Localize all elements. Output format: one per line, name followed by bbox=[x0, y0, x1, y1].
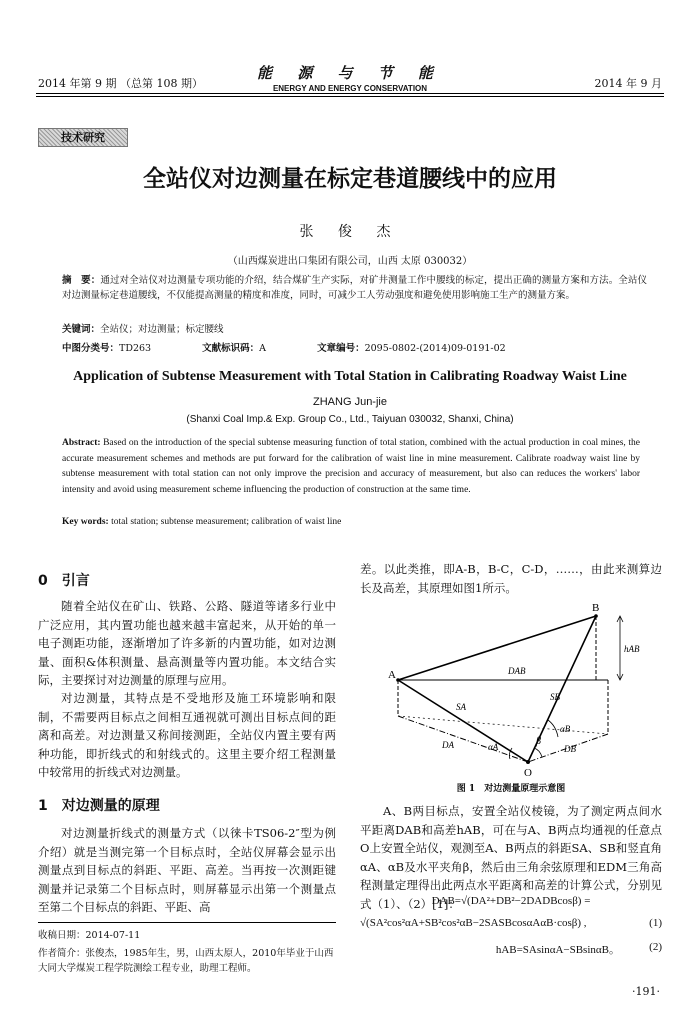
affiliation-cn: （山西煤炭进出口集团有限公司，山西 太原 030032） bbox=[227, 256, 473, 267]
line-s-a bbox=[398, 680, 528, 762]
keywords-cn-text: 全站仪；对边测量；标定腰线 bbox=[100, 324, 224, 335]
equation-1b: √(SA²cos²αA+SB²cos²αB−2SASBcosαAαB·cosβ) , bbox=[360, 917, 587, 929]
clc-value: TD263 bbox=[119, 343, 152, 354]
author-bio: 作者简介：张俊杰，1985年生，男，山西太原人，2010年毕业于山西大同大学煤炭工程学院测绘工程专业，助理工程师。 bbox=[38, 948, 334, 974]
alpha-b-arc bbox=[548, 720, 558, 737]
paper-title-en: Application of Subtense Measurement with Total Station in Calibrating Roadway Waist Line bbox=[73, 369, 627, 384]
section-0-paragraph-2: 对边测量，其特点是不受地形及施工环境影响和限制，不需要两目标点之间相互通视就可测出目标点间的距离和高差。对边测量又称间接测距，全站仪内置主要有两种功能，即折线式的和射线式的。这里主要介绍工程测量中较常用的折线式对边测量。 bbox=[38, 691, 336, 780]
issue-info: 2014 年第 9 期 （总第 108 期） bbox=[38, 77, 203, 90]
label-d-ab: DAB bbox=[508, 666, 526, 676]
point-o bbox=[526, 760, 530, 764]
label-s-b: SB bbox=[550, 692, 560, 702]
footnote-rule bbox=[38, 922, 336, 923]
equation-2: hAB=SAsinαA−SBsinαB。 bbox=[495, 944, 620, 956]
affiliation-en: (Shanxi Coal Imp.& Exp. Group Co., Ltd., Taiyuan 030032, Shanxi, China) bbox=[186, 414, 514, 425]
author-en: ZHANG Jun-jie bbox=[313, 396, 387, 408]
figure-1-diagram bbox=[360, 598, 662, 778]
section-tag: 技术研究 bbox=[38, 128, 128, 147]
label-s-a: SA bbox=[456, 702, 466, 712]
label-d-a: DA bbox=[442, 740, 454, 750]
keywords-cn bbox=[62, 321, 647, 335]
page-number: ·191· bbox=[632, 985, 660, 998]
issue-date: 2014 年 9 月 bbox=[594, 77, 662, 90]
equation-2-number: (2) bbox=[649, 941, 662, 953]
abstract-en-label: Abstract: bbox=[62, 438, 101, 448]
journal-title-en: ENERGY AND ENERGY CONSERVATION bbox=[272, 84, 428, 93]
keywords-cn-label: 关键词： bbox=[62, 324, 101, 335]
section-1-paragraph-1-cont: 差。以此类推，即A-B，B-C，C-D，……，由此来测算边长及高差，其原理如图1所示。 bbox=[360, 562, 662, 595]
received-date: 收稿日期：2014-07-11 bbox=[38, 930, 141, 941]
label-alpha-b: αB bbox=[560, 724, 571, 734]
label-b: B bbox=[592, 602, 600, 614]
doc-code-label: 文献标识码： bbox=[202, 343, 260, 354]
horizontal-d-a bbox=[398, 716, 528, 762]
abstract-cn bbox=[62, 273, 647, 303]
article-no-label: 文章编号： bbox=[317, 343, 365, 354]
equation-1-line-1 bbox=[360, 895, 662, 907]
abstract-cn-text: 通过对全站仪对边测量专项功能的介绍，结合煤矿生产实际，对矿井测量工作中腰线的标定，提出正确的测量方案和方法。全站仪对边测量标定巷道腰线，不仅能提高测量的精度和准度，同时，可减少工人劳动强度和避免使用影响施工生产的测量方案。 bbox=[62, 275, 647, 301]
article-no-value: 2095-0802-(2014)09-0191-02 bbox=[364, 343, 506, 354]
point-b bbox=[594, 614, 598, 618]
section-1-paragraph-1: 对边测量折线式的测量方式（以徕卡TS06-2″型为例介绍）就是当测完第一个目标点时，全站仪屏幕会显示出测量点到目标点的斜距、平距、高差。当再按一次测距键测量并记录第二个目标点时，则屏幕显示出第一个测量点至第二个目标点的斜距、平距、高 bbox=[38, 826, 336, 915]
paper-title-cn: 全站仪对边测量在标定巷道腰线中的应用 bbox=[143, 166, 557, 192]
clc-label: 中图分类号： bbox=[62, 343, 120, 354]
classification-line bbox=[62, 340, 647, 354]
keywords-en-label: Key words: bbox=[62, 517, 109, 527]
beta-arc bbox=[534, 748, 542, 757]
label-o: O bbox=[524, 767, 532, 778]
point-a bbox=[396, 678, 400, 682]
section-0-paragraph-1: 随着全站仪在矿山、铁路、公路、隧道等诸多行业中广泛应用，其内置功能也越来越丰富起来，从开始的单一电子测距功能，逐渐增加了许多新的内置功能，如对边测量、面积&体积测量、悬高测量等内置功能。本文结合实际，主要探讨对边测量的原理与应用。 bbox=[38, 599, 336, 688]
header-rule bbox=[36, 93, 664, 94]
figure-1-caption: 图 1 对边测量原理示意图 bbox=[456, 784, 566, 794]
equation-1a: DAB=√(DA²+DB²−2DADBcosβ) = bbox=[431, 895, 591, 907]
keywords-en-text: total station; subtense measurement; calibration of waist line bbox=[111, 517, 342, 527]
equation-1-number: (1) bbox=[649, 917, 662, 929]
line-a-b bbox=[398, 616, 596, 680]
label-beta: β bbox=[536, 736, 541, 747]
equation-2-line bbox=[360, 941, 662, 957]
doc-code-value: A bbox=[259, 343, 267, 354]
header-rule bbox=[36, 96, 664, 97]
label-h-ab: hAB bbox=[624, 644, 640, 654]
keywords-en bbox=[62, 517, 640, 527]
ground-projection bbox=[398, 716, 608, 734]
journal-title-cn: 能 源 与 节 能 bbox=[257, 64, 443, 82]
equation-1-line-2 bbox=[360, 917, 662, 929]
section-1-paragraph-2: A、B两目标点，安置全站仪棱镜，为了测定两点间水平距离DAB和高差hAB，可在与A、B两点均通视的任意点O上安置全站仪，观测至A、B两点的斜距SA、SB和竖直角αA、αB及水平夹角β，然后由三角余弦原理和EDM三角高程测量定理得出此两点水平距离和高差的计算公式，分别见式（1）、（2）[1]： bbox=[360, 804, 662, 911]
abstract-cn-label: 摘 要： bbox=[62, 275, 101, 286]
section-1-heading: 1 对边测量的原理 bbox=[38, 798, 160, 814]
abstract-en-text: Based on the introduction of the special subtense measuring function of total station, combined with the actual production in coal mines, the accurate measurement schemes and methods are put forward for the calibration of waist line in mine measurement. Calibrate roadway waist line by subtense measurement with total station can not only improve the precision and accuracy of measurement, but also can reduces the workers' labor intensity and avoid using measurement scheme influencing the production of construction at the same time. bbox=[62, 438, 640, 495]
label-d-b: DB bbox=[564, 744, 576, 754]
section-0-heading: 0 引言 bbox=[38, 573, 90, 589]
label-alpha-a: αA bbox=[488, 742, 499, 752]
abstract-en bbox=[62, 436, 640, 498]
author-cn: 张 俊 杰 bbox=[299, 224, 401, 240]
label-a: A bbox=[388, 669, 396, 681]
